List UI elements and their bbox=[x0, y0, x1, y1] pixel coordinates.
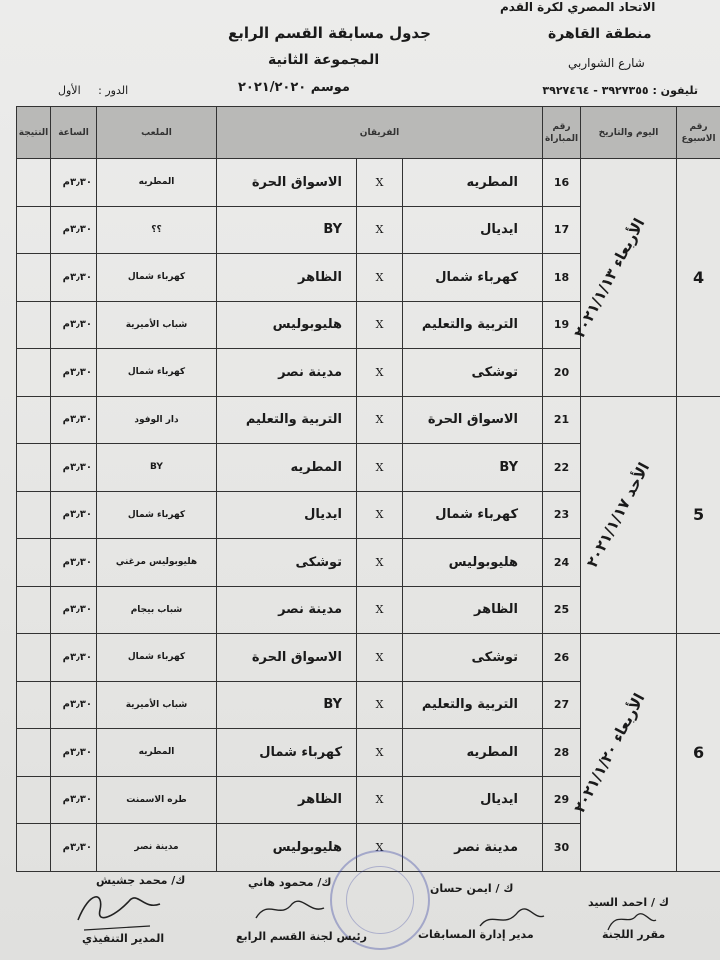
away-team: المطريه bbox=[217, 444, 357, 492]
result-cell bbox=[17, 776, 51, 824]
versus-mark: X bbox=[357, 301, 403, 349]
kickoff-time: ٣٫٣٠م bbox=[51, 824, 97, 872]
home-team: كهرباء شمال bbox=[403, 491, 543, 539]
kickoff-time: ٣٫٣٠م bbox=[51, 729, 97, 777]
home-team: الاسواق الحرة bbox=[403, 396, 543, 444]
federation-name: الاتحاد المصري لكرة القدم bbox=[500, 0, 656, 14]
kickoff-time: ٣٫٣٠م bbox=[51, 539, 97, 587]
page-title: جدول مسابقة القسم الرابع bbox=[228, 24, 431, 42]
week-date-text: الأربعاء ٢٠٢١/١/٢٠ bbox=[570, 689, 649, 816]
sig-name-2: ك / ايمن حسان bbox=[430, 882, 514, 895]
result-cell bbox=[17, 159, 51, 207]
stadium: كهرباء شمال bbox=[97, 491, 217, 539]
kickoff-time: ٣٫٣٠م bbox=[51, 491, 97, 539]
col-time: الساعة bbox=[51, 107, 97, 159]
home-team: المطريه bbox=[403, 159, 543, 207]
away-team: توشكى bbox=[217, 539, 357, 587]
sig-role-4: المدير التنفيذي bbox=[82, 932, 165, 945]
match-number: 23 bbox=[543, 491, 581, 539]
result-cell bbox=[17, 491, 51, 539]
match-number: 27 bbox=[543, 681, 581, 729]
home-team: التربية والتعليم bbox=[403, 301, 543, 349]
stadium: كهرباء شمال bbox=[97, 634, 217, 682]
season-title: موسم ٢٠٢١/٢٠٢٠ bbox=[238, 80, 350, 95]
table-row bbox=[17, 634, 720, 682]
col-match-no: رقم المباراة bbox=[543, 107, 581, 159]
stadium: كهرباء شمال bbox=[97, 349, 217, 397]
match-number: 17 bbox=[543, 206, 581, 254]
result-cell bbox=[17, 634, 51, 682]
col-date: اليوم والتاريخ bbox=[581, 107, 677, 159]
stadium: دار الوفود bbox=[97, 396, 217, 444]
sig-name-3: ك/ محمود هاني bbox=[248, 876, 332, 889]
result-cell bbox=[17, 254, 51, 302]
kickoff-time: ٣٫٣٠م bbox=[51, 586, 97, 634]
result-cell bbox=[17, 396, 51, 444]
match-number: 20 bbox=[543, 349, 581, 397]
stadium: المطريه bbox=[97, 729, 217, 777]
kickoff-time: ٣٫٣٠م bbox=[51, 349, 97, 397]
region-name: منطقة القاهرة bbox=[548, 26, 652, 42]
match-number: 19 bbox=[543, 301, 581, 349]
sig-role-3: رئيس لجنة القسم الرابع bbox=[236, 930, 368, 943]
stadium: ؟؟ bbox=[97, 206, 217, 254]
table-header-row bbox=[17, 107, 720, 159]
home-team: كهرباء شمال bbox=[403, 254, 543, 302]
kickoff-time: ٣٫٣٠م bbox=[51, 396, 97, 444]
away-team: هليوبوليس bbox=[217, 824, 357, 872]
away-team: BY bbox=[217, 681, 357, 729]
stadium: هليوبوليس مرغني bbox=[97, 539, 217, 587]
round-label: الدور : bbox=[98, 84, 129, 97]
result-cell bbox=[17, 349, 51, 397]
home-team: توشكى bbox=[403, 634, 543, 682]
phone-line: تليفون : ٣٩٢٧٣٥٥ - ٣٩٢٧٤٦٤ bbox=[542, 84, 698, 97]
match-number: 18 bbox=[543, 254, 581, 302]
result-cell bbox=[17, 681, 51, 729]
week-number: 5 bbox=[677, 396, 720, 634]
versus-mark: X bbox=[357, 444, 403, 492]
stadium: طره الاسمنت bbox=[97, 776, 217, 824]
versus-mark: X bbox=[357, 776, 403, 824]
versus-mark: X bbox=[357, 681, 403, 729]
versus-mark: X bbox=[357, 206, 403, 254]
home-team: ايديال bbox=[403, 776, 543, 824]
versus-mark: X bbox=[357, 349, 403, 397]
away-team: التربية والتعليم bbox=[217, 396, 357, 444]
signature-committee-head bbox=[250, 890, 330, 930]
col-stadium: الملعب bbox=[97, 107, 217, 159]
match-number: 30 bbox=[543, 824, 581, 872]
home-team: BY bbox=[403, 444, 543, 492]
versus-mark: X bbox=[357, 634, 403, 682]
result-cell bbox=[17, 301, 51, 349]
match-number: 21 bbox=[543, 396, 581, 444]
table-row bbox=[17, 396, 720, 444]
kickoff-time: ٣٫٣٠م bbox=[51, 301, 97, 349]
versus-mark: X bbox=[357, 586, 403, 634]
week-date-text: الأربعاء ٢٠٢١/١/١٣ bbox=[570, 214, 649, 341]
versus-mark: X bbox=[357, 539, 403, 587]
stadium: شباب بيجام bbox=[97, 586, 217, 634]
away-team: مدينة نصر bbox=[217, 349, 357, 397]
kickoff-time: ٣٫٣٠م bbox=[51, 634, 97, 682]
match-number: 25 bbox=[543, 586, 581, 634]
result-cell bbox=[17, 824, 51, 872]
stamp-inner-ring bbox=[346, 866, 414, 934]
versus-mark: X bbox=[357, 396, 403, 444]
stadium: BY bbox=[97, 444, 217, 492]
round-indicator bbox=[44, 84, 128, 97]
versus-mark: X bbox=[357, 824, 403, 872]
home-team: هليوبوليس bbox=[403, 539, 543, 587]
away-team: مدينة نصر bbox=[217, 586, 357, 634]
street-name: شارع الشواربي bbox=[568, 56, 645, 70]
result-cell bbox=[17, 206, 51, 254]
versus-mark: X bbox=[357, 159, 403, 207]
versus-mark: X bbox=[357, 729, 403, 777]
home-team: المطريه bbox=[403, 729, 543, 777]
col-teams: الفريقان bbox=[217, 107, 543, 159]
result-cell bbox=[17, 539, 51, 587]
versus-mark: X bbox=[357, 491, 403, 539]
week-date bbox=[570, 159, 677, 397]
home-team: توشكى bbox=[403, 349, 543, 397]
home-team: مدينة نصر bbox=[403, 824, 543, 872]
result-cell bbox=[17, 586, 51, 634]
stadium: المطريه bbox=[97, 159, 217, 207]
table-row bbox=[17, 159, 720, 207]
match-number: 22 bbox=[543, 444, 581, 492]
away-team: الاسواق الحرة bbox=[217, 159, 357, 207]
versus-mark: X bbox=[357, 254, 403, 302]
kickoff-time: ٣٫٣٠م bbox=[51, 159, 97, 207]
sig-name-4: ك/ محمد جشيش bbox=[96, 874, 186, 887]
kickoff-time: ٣٫٣٠م bbox=[51, 681, 97, 729]
away-team: الاسواق الحرة bbox=[217, 634, 357, 682]
away-team: الظاهر bbox=[217, 254, 357, 302]
sig-name-1: ك / احمد السيد bbox=[588, 896, 669, 909]
away-team: هليوبوليس bbox=[217, 301, 357, 349]
stadium: مدينة نصر bbox=[97, 824, 217, 872]
signature-executive bbox=[70, 880, 170, 940]
stadium: كهرباء شمال bbox=[97, 254, 217, 302]
match-number: 16 bbox=[543, 159, 581, 207]
week-number: 6 bbox=[677, 634, 720, 872]
away-team: الظاهر bbox=[217, 776, 357, 824]
stadium: شباب الأميرية bbox=[97, 681, 217, 729]
away-team: ايديال bbox=[217, 491, 357, 539]
col-result: النتيجة bbox=[17, 107, 51, 159]
sig-role-1: مقرر اللجنة bbox=[602, 928, 666, 941]
week-number: 4 bbox=[677, 159, 720, 397]
result-cell bbox=[17, 729, 51, 777]
week-date bbox=[581, 396, 677, 634]
schedule-table bbox=[16, 106, 720, 872]
kickoff-time: ٣٫٣٠م bbox=[51, 444, 97, 492]
kickoff-time: ٣٫٣٠م bbox=[51, 776, 97, 824]
away-team: كهرباء شمال bbox=[217, 729, 357, 777]
sig-role-2: مدير إدارة المسابقات bbox=[418, 928, 534, 941]
home-team: التربية والتعليم bbox=[403, 681, 543, 729]
match-number: 24 bbox=[543, 539, 581, 587]
stadium: شباب الأميرية bbox=[97, 301, 217, 349]
kickoff-time: ٣٫٣٠م bbox=[51, 254, 97, 302]
col-week: رقم الاسبوع bbox=[677, 107, 720, 159]
round-value: الأول bbox=[58, 84, 81, 97]
away-team: BY bbox=[217, 206, 357, 254]
match-number: 29 bbox=[543, 776, 581, 824]
home-team: ايديال bbox=[403, 206, 543, 254]
home-team: الظاهر bbox=[403, 586, 543, 634]
match-number: 26 bbox=[543, 634, 581, 682]
kickoff-time: ٣٫٣٠م bbox=[51, 206, 97, 254]
week-date bbox=[570, 634, 677, 872]
week-date-text: الأحد ٢٠٢١/١/١٧ bbox=[582, 459, 654, 571]
result-cell bbox=[17, 444, 51, 492]
group-title: المجموعة الثانية bbox=[268, 52, 380, 68]
match-number: 28 bbox=[543, 729, 581, 777]
